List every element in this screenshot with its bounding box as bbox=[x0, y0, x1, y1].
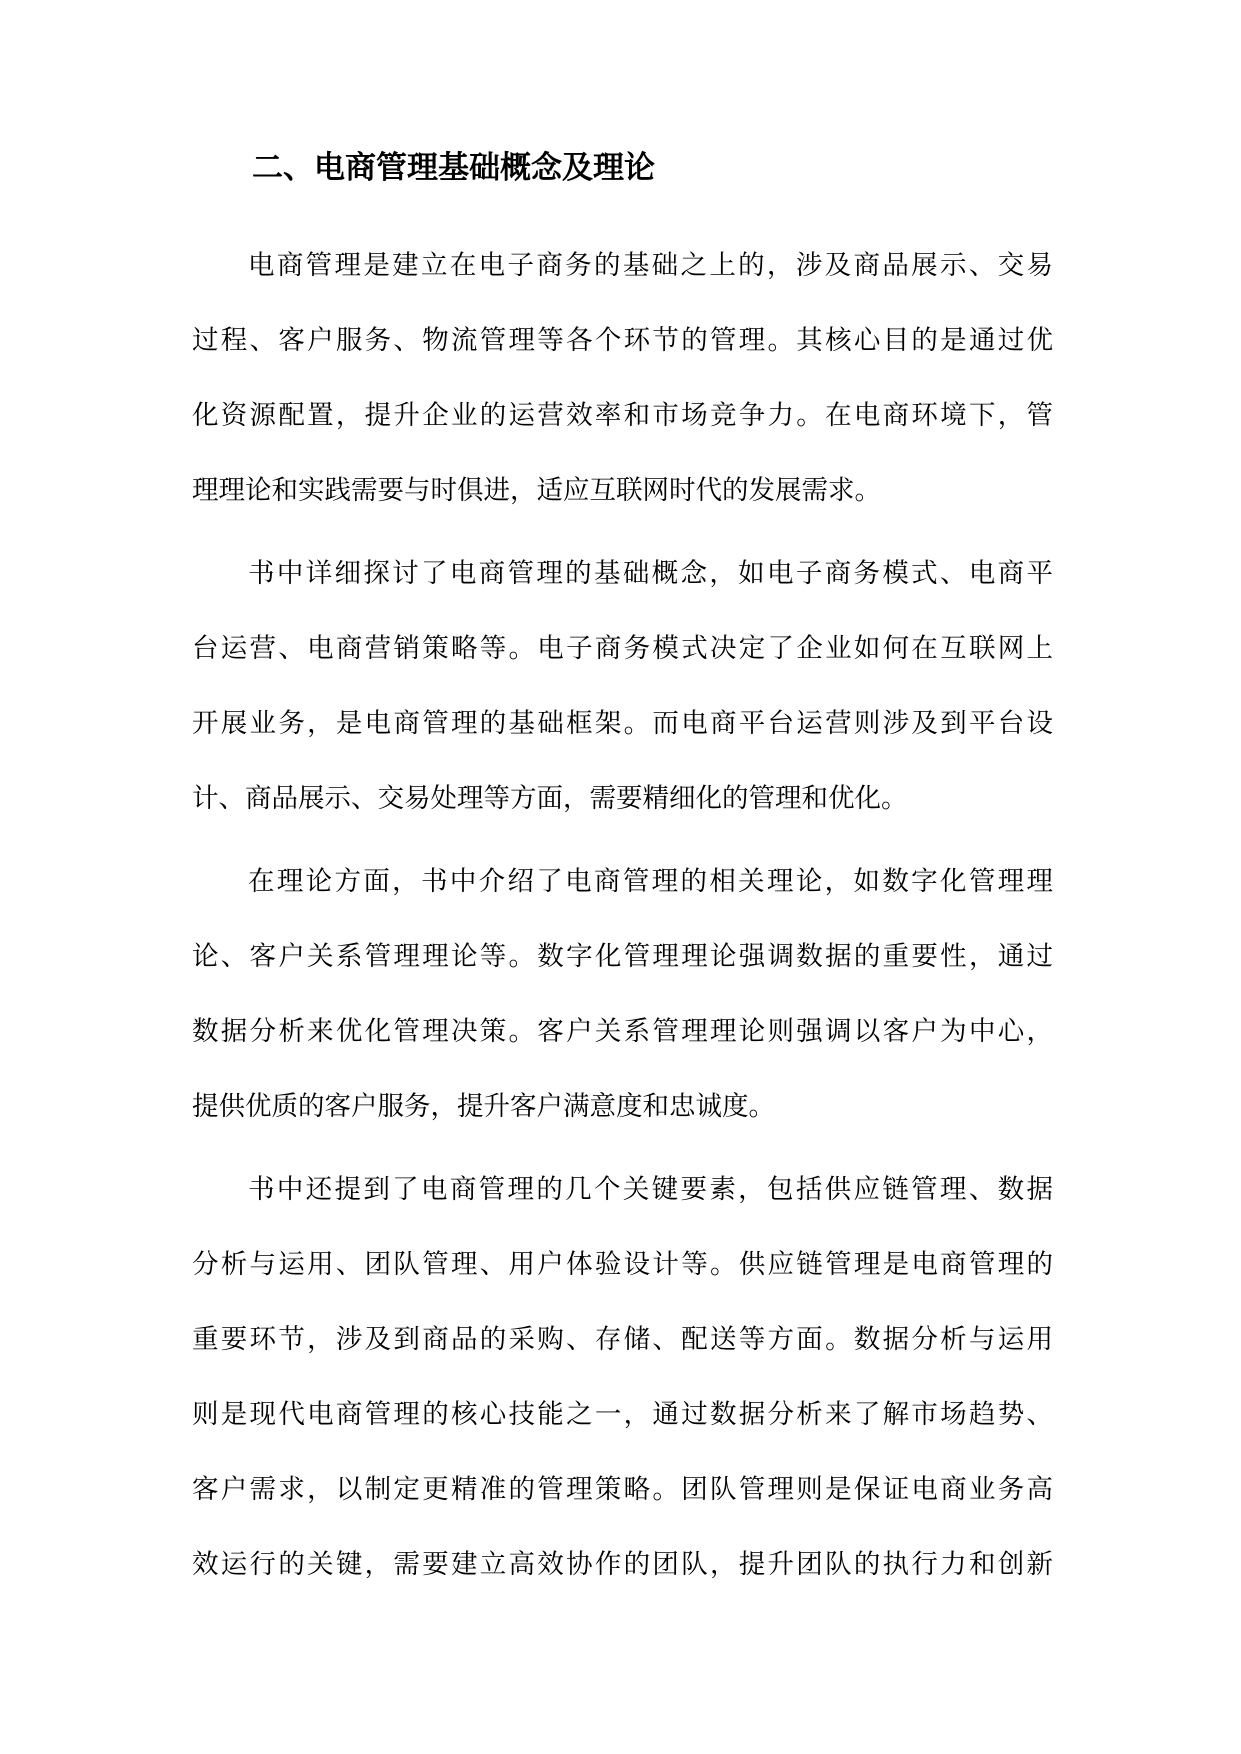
paragraph-line: 客户需求，以制定更精准的管理策略。团队管理则是保证电商业务高 bbox=[192, 1474, 1053, 1505]
paragraph-3 bbox=[192, 844, 1053, 1144]
paragraph-line: 计、商品展示、交易处理等方面，需要精细化的管理和优化。 bbox=[192, 783, 908, 814]
paragraph-4 bbox=[192, 1152, 1053, 1602]
paragraph-line: 重要环节，涉及到商品的采购、存储、配送等方面。数据分析与运用 bbox=[192, 1324, 1053, 1355]
paragraph-line: 台运营、电商营销策略等。电子商务模式决定了企业如何在互联网上 bbox=[192, 633, 1053, 664]
paragraph-line: 开展业务，是电商管理的基础框架。而电商平台运营则涉及到平台设 bbox=[192, 708, 1053, 739]
paragraph-line: 在理论方面，书中介绍了电商管理的相关理论，如数字化管理理 bbox=[248, 866, 1053, 897]
paragraph-line: 数据分析来优化管理决策。客户关系管理理论则强调以客户为中心， bbox=[192, 1016, 1053, 1047]
paragraph-line: 书中详细探讨了电商管理的基础概念，如电子商务模式、电商平 bbox=[248, 558, 1053, 589]
paragraph-1 bbox=[192, 228, 1053, 528]
document-body bbox=[192, 228, 1053, 1602]
paragraph-line: 理理论和实践需要与时俱进，适应互联网时代的发展需求。 bbox=[192, 475, 881, 506]
paragraph-line: 电商管理是建立在电子商务的基础之上的，涉及商品展示、交易 bbox=[248, 250, 1053, 281]
paragraph-line: 效运行的关键，需要建立高效协作的团队，提升团队的执行力和创新 bbox=[192, 1549, 1053, 1580]
paragraph-line: 分析与运用、团队管理、用户体验设计等。供应链管理是电商管理的 bbox=[192, 1249, 1053, 1280]
paragraph-line: 过程、客户服务、物流管理等各个环节的管理。其核心目的是通过优 bbox=[192, 325, 1053, 356]
paragraph-line: 书中还提到了电商管理的几个关键要素，包括供应链管理、数据 bbox=[248, 1174, 1053, 1205]
section-heading: 二、电商管理基础概念及理论 bbox=[252, 150, 655, 186]
paragraph-2 bbox=[192, 536, 1053, 836]
paragraph-line: 论、客户关系管理理论等。数字化管理理论强调数据的重要性，通过 bbox=[192, 941, 1053, 972]
paragraph-line: 提供优质的客户服务，提升客户满意度和忠诚度。 bbox=[192, 1091, 775, 1122]
paragraph-line: 化资源配置，提升企业的运营效率和市场竞争力。在电商环境下，管 bbox=[192, 400, 1053, 431]
paragraph-line: 则是现代电商管理的核心技能之一，通过数据分析来了解市场趋势、 bbox=[192, 1399, 1053, 1430]
